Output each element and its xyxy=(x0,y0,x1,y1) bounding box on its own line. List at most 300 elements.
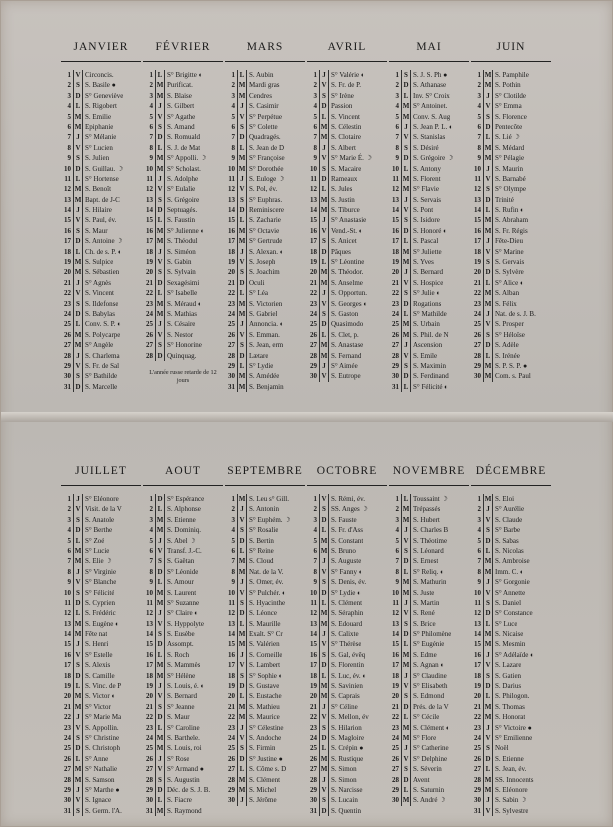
saint-name: S° Emilienne xyxy=(495,733,533,742)
day-number: 15 xyxy=(64,640,71,649)
day-number: 5 xyxy=(67,112,71,121)
day-row xyxy=(389,515,469,525)
day-row xyxy=(389,536,469,546)
day-row xyxy=(225,174,305,184)
saint-name: S. Ildefonse xyxy=(85,299,119,308)
weekday-letter: D xyxy=(73,236,83,246)
saint-name: S. Médard xyxy=(495,143,525,152)
weekday-letter: V xyxy=(155,764,165,774)
day-row xyxy=(307,164,387,174)
month-column xyxy=(225,37,305,392)
day-row xyxy=(471,70,551,80)
day-number: 4 xyxy=(477,526,481,535)
weekday-letter: M xyxy=(156,661,164,670)
weekday-letter: M xyxy=(74,692,82,701)
saint-name: S. Roch xyxy=(167,650,190,659)
weekday-letter: J xyxy=(319,629,329,639)
day-row xyxy=(143,723,223,733)
saint-name: S° Alice ◐ xyxy=(495,278,525,287)
saint-name: Assompt. xyxy=(167,640,194,649)
saint-name: S° Agnès xyxy=(85,278,111,287)
day-number: 5 xyxy=(395,112,399,121)
weekday-letter: D xyxy=(155,567,165,577)
weekday-letter: D xyxy=(73,309,83,319)
saint-name: S° Mélanie xyxy=(85,133,117,142)
saint-name: S° Virginie xyxy=(85,567,117,576)
saint-name: Transf. J.-C. xyxy=(167,546,202,555)
day-row xyxy=(307,598,387,608)
weekday-letter: M xyxy=(320,609,328,618)
day-row xyxy=(225,723,305,733)
weekday-letter: S xyxy=(73,153,83,163)
day-number: 12 xyxy=(310,609,317,618)
saint-name: S° Isabelle xyxy=(167,289,198,298)
weekday-letter: M xyxy=(320,546,328,555)
saint-name: S. Gabin xyxy=(167,258,192,267)
day-number: 28 xyxy=(64,351,71,360)
weekday-letter: D xyxy=(155,278,165,288)
weekday-letter: M xyxy=(320,536,328,545)
saint-name: S. Camille xyxy=(85,671,115,680)
weekday-letter: D xyxy=(401,80,411,90)
weekday-letter: D xyxy=(155,712,165,722)
saint-name: S° Adélaïde ◐ xyxy=(495,650,535,659)
weekday-letter: M xyxy=(156,81,164,90)
weekday-letter: J xyxy=(73,278,83,288)
weekday-letter: L xyxy=(155,577,165,587)
day-number: 21 xyxy=(474,278,481,287)
weekday-letter: M xyxy=(74,195,82,204)
day-row xyxy=(225,598,305,608)
day-row xyxy=(389,299,469,309)
weekday-letter: S xyxy=(319,236,329,246)
day-row xyxy=(61,515,141,525)
saint-name: S. Edouard xyxy=(331,619,363,628)
day-number: 9 xyxy=(313,578,317,587)
saint-name: S. Sabin ☽ xyxy=(495,796,527,805)
weekday-letter: S xyxy=(401,691,411,701)
day-row xyxy=(307,608,387,618)
saint-name: S° Irène xyxy=(331,91,354,100)
weekday-letter: D xyxy=(237,681,247,691)
day-number: 14 xyxy=(64,206,71,215)
saint-name: S° Agathe xyxy=(167,112,196,121)
day-number: 13 xyxy=(64,195,71,204)
day-number: 7 xyxy=(231,133,235,142)
day-number: 30 xyxy=(228,796,235,805)
day-row xyxy=(307,546,387,556)
saint-name: S° Lydie ◐ xyxy=(331,588,362,597)
day-number: 25 xyxy=(228,744,235,753)
day-number: 1 xyxy=(477,495,481,503)
day-row xyxy=(307,288,387,298)
day-row xyxy=(307,619,387,629)
day-number: 14 xyxy=(310,630,317,639)
day-row xyxy=(143,288,223,298)
weekday-letter: M xyxy=(320,682,328,691)
saint-name: S. Siméon xyxy=(167,247,196,256)
weekday-letter: V xyxy=(155,257,165,267)
day-number: 28 xyxy=(474,775,481,784)
weekday-letter: M xyxy=(484,216,492,225)
day-number: 3 xyxy=(395,91,399,100)
saint-name: S. Mammès xyxy=(167,661,201,670)
saint-name: S. Narcisse xyxy=(331,785,363,794)
weekday-letter: D xyxy=(401,153,411,163)
weekday-letter: M xyxy=(74,702,82,711)
day-row xyxy=(143,122,223,132)
weekday-letter: M xyxy=(74,185,82,194)
day-row xyxy=(143,330,223,340)
saint-name: S° Aurélie xyxy=(495,505,525,514)
weekday-letter: D xyxy=(73,91,83,101)
day-row xyxy=(61,330,141,340)
day-row xyxy=(143,712,223,722)
day-number: 30 xyxy=(228,372,235,381)
weekday-letter: M xyxy=(402,247,410,256)
day-row xyxy=(307,806,387,816)
weekday-letter: S xyxy=(155,340,165,350)
saint-name: Trinité xyxy=(495,195,514,204)
day-row xyxy=(471,80,551,90)
saint-name: S° Eléonore xyxy=(85,495,119,503)
weekday-letter: S xyxy=(237,525,247,535)
weekday-letter: V xyxy=(483,319,493,329)
saint-name: S. Clotaire xyxy=(331,133,361,142)
day-row xyxy=(61,309,141,319)
weekday-letter: S xyxy=(401,361,411,371)
day-number: 4 xyxy=(67,526,71,535)
saint-name: S. Mathurin xyxy=(413,578,447,587)
weekday-letter: D xyxy=(319,733,329,743)
day-row xyxy=(143,691,223,701)
day-number: 15 xyxy=(310,216,317,225)
weekday-letter: M xyxy=(320,122,328,131)
weekday-letter: V xyxy=(319,371,329,381)
day-row xyxy=(307,257,387,267)
saint-name: Toussaint ☽ xyxy=(413,495,448,503)
day-number: 20 xyxy=(64,692,71,701)
weekday-letter: V xyxy=(237,588,247,598)
day-number: 18 xyxy=(64,247,71,256)
day-row xyxy=(143,733,223,743)
weekday-letter: S xyxy=(483,257,493,267)
day-row xyxy=(471,556,551,566)
weekday-letter: D xyxy=(237,608,247,618)
weekday-letter: L xyxy=(237,361,247,371)
weekday-letter: M xyxy=(156,733,164,742)
day-number: 8 xyxy=(231,567,235,576)
weekday-letter: J xyxy=(155,608,165,618)
saint-name: S. Léonce xyxy=(249,609,277,618)
saint-name: S. Fr. Régis xyxy=(495,226,528,235)
day-number: 25 xyxy=(392,320,399,329)
day-number: 23 xyxy=(146,299,153,308)
day-row xyxy=(307,743,387,753)
saint-name: S° Eugénie xyxy=(413,640,445,649)
month-column xyxy=(61,461,141,816)
day-number: 3 xyxy=(395,515,399,524)
saint-name: S° Célestine xyxy=(249,723,284,732)
weekday-letter: S xyxy=(155,122,165,132)
day-row xyxy=(61,351,141,361)
day-row xyxy=(471,101,551,111)
weekday-letter: J xyxy=(155,681,165,691)
months-jan-jun xyxy=(61,37,609,392)
day-number: 28 xyxy=(64,775,71,784)
day-number: 18 xyxy=(310,247,317,256)
day-row xyxy=(225,702,305,712)
day-number: 23 xyxy=(228,723,235,732)
day-number: 22 xyxy=(474,713,481,722)
saint-name: S° Pélagie xyxy=(495,154,525,163)
weekday-letter: V xyxy=(401,205,411,215)
day-row xyxy=(389,712,469,722)
saint-name: S. Ignace xyxy=(85,796,112,805)
saint-name: S° Annette xyxy=(495,588,526,597)
weekday-letter: D xyxy=(73,671,83,681)
day-row xyxy=(307,174,387,184)
day-number: 1 xyxy=(67,495,71,503)
weekday-letter: D xyxy=(483,754,493,764)
saint-name: S. Adolphe xyxy=(167,174,199,183)
weekday-letter: S xyxy=(483,184,493,194)
day-row xyxy=(471,226,551,236)
weekday-letter: M xyxy=(156,309,164,318)
saint-name: S. Anicet xyxy=(331,237,357,246)
day-number: 24 xyxy=(64,309,71,318)
weekday-letter: S xyxy=(73,588,83,598)
day-number: 2 xyxy=(231,81,235,90)
month-header: JUIN xyxy=(471,37,551,62)
day-number: 18 xyxy=(146,671,153,680)
day-number: 21 xyxy=(392,278,399,287)
weekday-letter: S xyxy=(401,143,411,153)
day-number: 7 xyxy=(231,557,235,566)
day-row xyxy=(471,215,551,225)
weekday-letter: S xyxy=(401,619,411,629)
weekday-letter: J xyxy=(155,174,165,184)
saint-name: S. Agnan ◐ xyxy=(413,661,445,670)
day-row xyxy=(471,723,551,733)
day-number: 27 xyxy=(146,765,153,774)
day-row xyxy=(307,723,387,733)
day-number: 1 xyxy=(477,71,481,79)
day-row xyxy=(307,556,387,566)
day-list xyxy=(389,62,469,392)
day-row xyxy=(389,671,469,681)
day-number: 22 xyxy=(146,289,153,298)
saint-name: S. Félix xyxy=(495,299,517,308)
day-row xyxy=(225,267,305,277)
day-row xyxy=(143,299,223,309)
day-number: 3 xyxy=(149,515,153,524)
day-row xyxy=(61,494,141,504)
weekday-letter: J xyxy=(73,494,83,504)
day-number: 25 xyxy=(146,744,153,753)
day-row xyxy=(61,723,141,733)
saint-name: Quasimodo xyxy=(331,320,364,329)
weekday-letter: J xyxy=(155,319,165,329)
weekday-letter: J xyxy=(73,132,83,142)
day-number: 9 xyxy=(149,154,153,163)
day-row xyxy=(225,515,305,525)
day-number: 4 xyxy=(477,102,481,111)
day-row xyxy=(143,629,223,639)
weekday-letter: L xyxy=(401,639,411,649)
saint-name: S. Honorat xyxy=(495,713,526,722)
saint-name: S. Appollin. xyxy=(85,723,119,732)
day-row xyxy=(225,361,305,371)
day-row xyxy=(389,588,469,598)
saint-name: S° Catherine xyxy=(413,744,449,753)
day-row xyxy=(307,205,387,215)
saint-name: S° Armand ● xyxy=(167,765,204,774)
saint-name: S. Thomas xyxy=(495,702,525,711)
day-list xyxy=(471,486,551,816)
day-number: 25 xyxy=(392,744,399,753)
day-number: 31 xyxy=(392,382,399,391)
weekday-letter: D xyxy=(483,681,493,691)
weekday-letter: J xyxy=(237,504,247,514)
day-row xyxy=(307,588,387,598)
saint-name: S. Méraud ◐ xyxy=(167,299,203,308)
day-row xyxy=(61,101,141,111)
month-header: AOUT xyxy=(143,461,223,486)
weekday-letter: S xyxy=(319,723,329,733)
day-row xyxy=(307,494,387,504)
day-row xyxy=(471,733,551,743)
day-number: 25 xyxy=(310,744,317,753)
day-row xyxy=(225,504,305,514)
saint-name: Noël xyxy=(495,744,509,753)
saint-name: S° Julienne ◐ xyxy=(167,226,205,235)
weekday-letter: L xyxy=(73,608,83,618)
weekday-letter: M xyxy=(402,258,410,267)
saint-name: S° Léontine xyxy=(331,258,365,267)
saint-name: S. Athanase xyxy=(413,81,447,90)
day-row xyxy=(471,671,551,681)
weekday-letter: L xyxy=(483,278,493,288)
weekday-letter: J xyxy=(319,775,329,785)
day-number: 9 xyxy=(395,578,399,587)
day-number: 26 xyxy=(146,754,153,763)
day-number: 15 xyxy=(228,216,235,225)
weekday-letter: M xyxy=(484,71,492,79)
day-row xyxy=(471,319,551,329)
saint-name: S. Hubert xyxy=(413,515,440,524)
saint-name: S. Maur xyxy=(85,226,108,235)
day-row xyxy=(389,330,469,340)
day-number: 27 xyxy=(392,341,399,350)
saint-name: S. Théotime xyxy=(413,536,448,545)
day-number: 6 xyxy=(395,122,399,131)
saint-name: Conv. S. Aug xyxy=(413,112,451,121)
day-row xyxy=(143,351,223,361)
weekday-letter: M xyxy=(484,143,492,152)
saint-name: S. Hilaire xyxy=(85,206,112,215)
weekday-letter: S xyxy=(483,525,493,535)
day-list xyxy=(61,62,141,392)
day-row xyxy=(471,712,551,722)
weekday-letter: V xyxy=(73,577,83,587)
saint-name: S. Christoph xyxy=(85,744,121,753)
day-number: 26 xyxy=(228,754,235,763)
weekday-letter: M xyxy=(484,361,492,370)
day-number: 13 xyxy=(474,619,481,628)
saint-name: Nat. de la V. xyxy=(249,567,284,576)
day-number: 30 xyxy=(474,372,481,381)
day-number: 27 xyxy=(392,765,399,774)
saint-name: S° Euphras. xyxy=(249,195,283,204)
day-row xyxy=(61,70,141,80)
day-row xyxy=(471,567,551,577)
saint-name: S° Anne xyxy=(85,754,109,763)
saint-name: S. Florence xyxy=(495,112,527,121)
day-number: 22 xyxy=(392,289,399,298)
day-number: 20 xyxy=(64,268,71,277)
saint-name: S. Isidore xyxy=(413,216,440,225)
day-row xyxy=(61,702,141,712)
saint-name: S. Opportun. xyxy=(331,289,367,298)
day-row xyxy=(471,806,551,816)
day-list xyxy=(307,486,387,816)
weekday-letter: L xyxy=(155,504,165,514)
day-row xyxy=(389,785,469,795)
day-row xyxy=(61,288,141,298)
saint-name: S. Elie ☽ xyxy=(85,557,112,566)
saint-name: S. Emilie xyxy=(85,112,112,121)
saint-name: S. Stanislas xyxy=(413,133,446,142)
day-row xyxy=(471,785,551,795)
saint-name: S. Polycarpe xyxy=(85,330,121,339)
day-number: 26 xyxy=(228,330,235,339)
day-list xyxy=(389,486,469,806)
saint-name: S° Félicité xyxy=(85,588,115,597)
weekday-letter: L xyxy=(73,247,83,257)
saint-name: S. Gervais xyxy=(495,258,525,267)
day-number: 12 xyxy=(474,609,481,618)
saint-name: S. Prosper xyxy=(495,320,524,329)
day-row xyxy=(143,80,223,90)
day-row xyxy=(61,608,141,618)
day-row xyxy=(389,215,469,225)
day-row xyxy=(143,577,223,587)
day-row xyxy=(225,743,305,753)
weekday-letter: M xyxy=(320,195,328,204)
day-row xyxy=(471,361,551,371)
day-row xyxy=(389,639,469,649)
saint-name: S° Marie Ma xyxy=(85,713,122,722)
saint-name: S° Gorgonie xyxy=(495,578,530,587)
day-number: 29 xyxy=(392,361,399,370)
month-column xyxy=(471,461,551,816)
day-number: 26 xyxy=(64,754,71,763)
day-row xyxy=(471,577,551,587)
saint-name: S. Eusèbe xyxy=(167,630,195,639)
saint-name: S° Lucien xyxy=(85,143,113,152)
day-row xyxy=(389,184,469,194)
weekday-letter: J xyxy=(319,143,329,153)
day-number: 11 xyxy=(146,598,153,607)
day-number: 23 xyxy=(64,723,71,732)
saint-name: Mardi gras xyxy=(249,81,280,90)
weekday-letter: V xyxy=(401,351,411,361)
weekday-letter: S xyxy=(483,330,493,340)
weekday-letter: D xyxy=(483,195,493,205)
saint-name: S. Mesmin xyxy=(495,640,526,649)
day-number: 5 xyxy=(395,536,399,545)
